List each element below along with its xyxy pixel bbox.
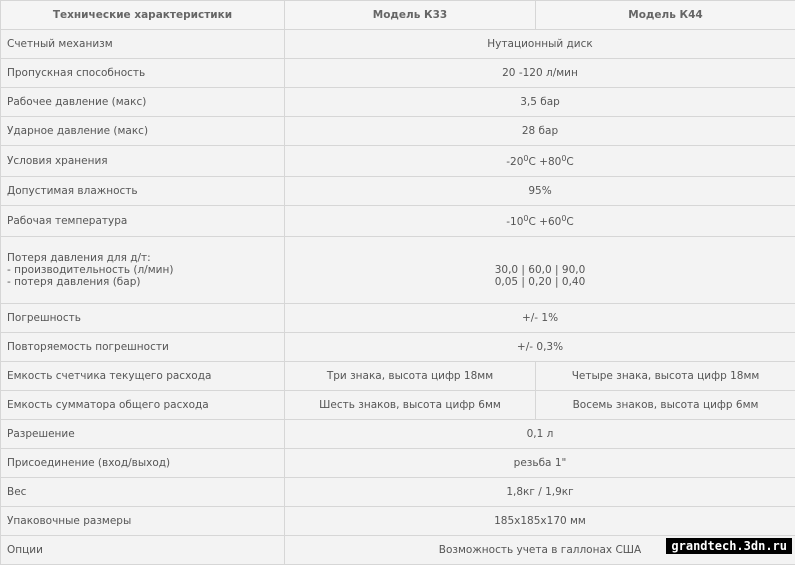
row-label: Емкость счетчика текущего расхода (1, 362, 285, 391)
row-label: Рабочая температура (1, 206, 285, 237)
table-row (1, 304, 795, 333)
table-row (1, 237, 795, 304)
table-row (1, 146, 795, 177)
row-label: Счетный механизм (1, 30, 285, 59)
row-label: Пропускная способность (1, 59, 285, 88)
row-label: Погрешность (1, 304, 285, 333)
table-row (1, 333, 795, 362)
row-value-k33: Шесть знаков, высота цифр 6мм (285, 391, 536, 420)
row-value: +/- 0,3% (285, 333, 795, 362)
row-value: 185x185x170 мм (285, 507, 795, 536)
row-label: Емкость сумматора общего расхода (1, 391, 285, 420)
table-row (1, 507, 795, 536)
table-row (1, 206, 795, 237)
row-label: Упаковочные размеры (1, 507, 285, 536)
row-label: Разрешение (1, 420, 285, 449)
row-value: $-10^0C +60^0C$ (285, 206, 795, 237)
row-label: Ударное давление (макс) (1, 117, 285, 146)
row-label: Допустимая влажность (1, 177, 285, 206)
row-value: 95% (285, 177, 795, 206)
row-value: Нутационный диск (285, 30, 795, 59)
table-header (1, 1, 795, 30)
table-row (1, 420, 795, 449)
row-label: Потеря давления для д/т: - производительность (л/мин) - потеря давления (бар) (1, 237, 285, 304)
row-label: Вес (1, 478, 285, 507)
row-value-k44: Четыре знака, высота цифр 18мм (536, 362, 795, 391)
table-row (1, 59, 795, 88)
row-label: Опции (1, 536, 285, 565)
header-characteristics: Технические характеристики (1, 1, 285, 30)
table-row (1, 177, 795, 206)
table-row (1, 362, 795, 391)
row-value-k44: Восемь знаков, высота цифр 6мм (536, 391, 795, 420)
header-model-k33: Модель К33 (285, 1, 536, 30)
row-value: +/- 1% (285, 304, 795, 333)
row-label: Присоединение (вход/выход) (1, 449, 285, 478)
row-value: $-20^0C +80^0C$ (285, 146, 795, 177)
row-label: Условия хранения (1, 146, 285, 177)
row-label: Повторяемость погрешности (1, 333, 285, 362)
row-value: 0,1 л (285, 420, 795, 449)
row-value: 20 -120 л/мин (285, 59, 795, 88)
row-value: 28 бар (285, 117, 795, 146)
table-row (1, 478, 795, 507)
row-value: 30,0 | 60,0 | 90,0 0,05 | 0,20 | 0,40 (285, 237, 795, 304)
row-value: резьба 1" (285, 449, 795, 478)
table-row (1, 30, 795, 59)
table-row (1, 88, 795, 117)
header-model-k44: Модель К44 (536, 1, 795, 30)
row-label: Рабочее давление (макс) (1, 88, 285, 117)
row-value-k33: Три знака, высота цифр 18мм (285, 362, 536, 391)
row-value: 3,5 бар (285, 88, 795, 117)
watermark: grandtech.3dn.ru (666, 538, 792, 554)
table-row (1, 117, 795, 146)
row-value: 1,8кг / 1,9кг (285, 478, 795, 507)
table-row (1, 391, 795, 420)
row-value: Возможность учета в галлонах США (285, 536, 795, 565)
table-row (1, 449, 795, 478)
